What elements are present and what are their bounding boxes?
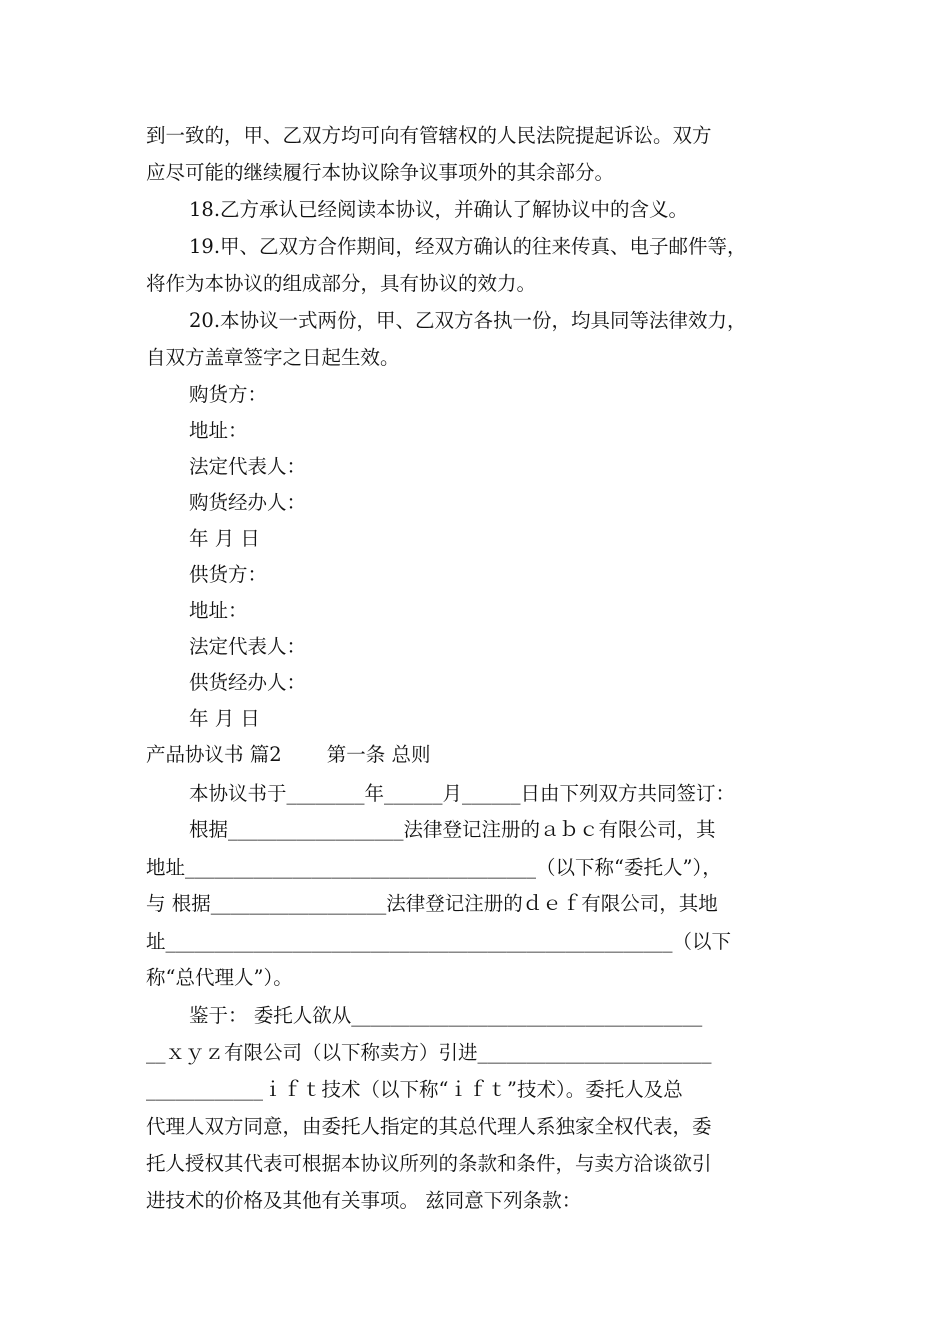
signature-label: 法定代表人： bbox=[189, 455, 307, 478]
text-line: 鉴于： 委托人欲从____________________________________ bbox=[189, 1004, 703, 1027]
text-line: 根据__________________法律登记注册的ａｂｃ有限公司，其 bbox=[189, 818, 716, 841]
text-line: 自双方盖章签字之日起生效。 bbox=[146, 346, 400, 369]
text-line: 托人授权其代表可根据本协议所列的条款和条件，与卖方洽谈欲引 bbox=[146, 1152, 712, 1175]
signature-label: 供货方： bbox=[189, 563, 268, 586]
text-line: 本协议书于________年______月______日由下列双方共同签订： bbox=[189, 782, 736, 805]
text-line: 19.甲、乙双方合作期间，经双方确认的往来传真、电子邮件等， bbox=[189, 235, 747, 258]
text-line: 代理人双方同意，由委托人指定的其总代理人系独家全权代表，委 bbox=[146, 1115, 712, 1138]
signature-label: 供货经办人： bbox=[189, 671, 307, 694]
text-line: 与 根据__________________法律登记注册的ｄｅｆ有限公司，其地 bbox=[146, 892, 718, 915]
text-line: 将作为本协议的组成部分，具有协议的效力。 bbox=[146, 272, 537, 295]
text-line: ____________ｉｆｔ技术（以下称“ｉｆｔ”技术）。委托人及总 bbox=[146, 1078, 683, 1101]
signature-label: 地址： bbox=[189, 599, 248, 622]
text-line: 应尽可能的继续履行本协议除争议事项外的其余部分。 bbox=[146, 161, 615, 184]
text-line: 址____________________________________________________（以下 bbox=[146, 930, 732, 953]
signature-label: 购货经办人： bbox=[189, 491, 307, 514]
signature-label: 法定代表人： bbox=[189, 635, 307, 658]
text-line: 称“总代理人”）。 bbox=[146, 966, 293, 989]
text-line: __ｘｙｚ有限公司（以下称卖方）引进________________________ bbox=[146, 1041, 712, 1064]
date-line: 年 月 日 bbox=[189, 527, 260, 550]
section-heading: 产品协议书 篇2 第一条 总则 bbox=[146, 743, 431, 766]
text-line: 20.本协议一式两份，甲、乙双方各执一份，均具同等法律效力， bbox=[189, 309, 747, 332]
text-line: 到一致的，甲、乙双方均可向有管辖权的人民法院提起诉讼。双方 bbox=[146, 124, 712, 147]
text-line: 进技术的价格及其他有关事项。 兹同意下列条款： bbox=[146, 1189, 582, 1212]
text-line: 18.乙方承认已经阅读本协议，并确认了解协议中的含义。 bbox=[189, 198, 689, 221]
date-line: 年 月 日 bbox=[189, 707, 260, 730]
signature-label: 购货方： bbox=[189, 383, 268, 406]
text-line: 地址____________________________________（以下称“委托人”）， bbox=[146, 856, 722, 879]
signature-label: 地址： bbox=[189, 419, 248, 442]
